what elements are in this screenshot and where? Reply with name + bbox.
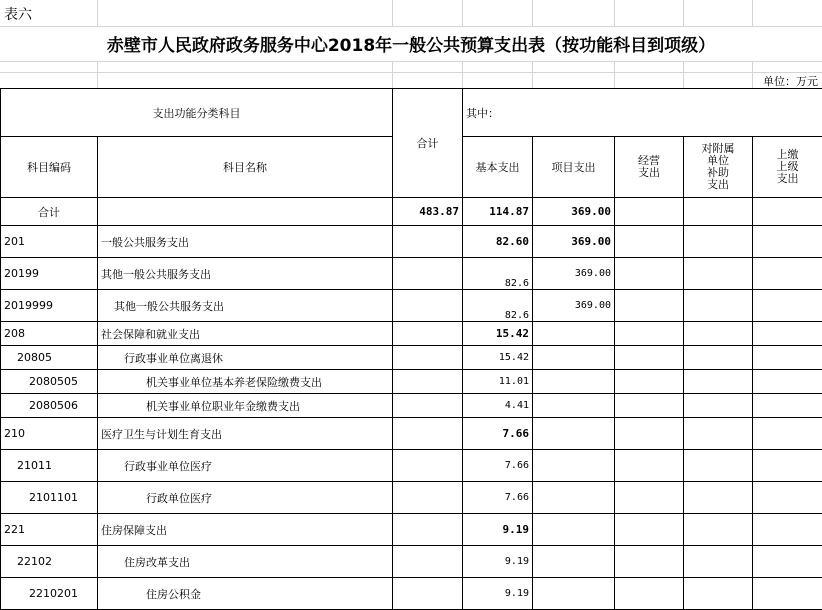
empty-cell xyxy=(684,394,753,418)
header-category: 支出功能分类科目 xyxy=(1,89,393,137)
table-row xyxy=(1,346,822,370)
row-project: 369.00 xyxy=(533,290,615,322)
empty-cell xyxy=(753,258,822,290)
empty-cell xyxy=(615,546,684,578)
row-total xyxy=(393,418,463,450)
total-row xyxy=(1,198,822,226)
empty-cell xyxy=(753,546,822,578)
row-name: 住房改革支出 xyxy=(98,546,393,578)
grid-line xyxy=(752,61,753,88)
table-row xyxy=(1,482,822,514)
empty-cell xyxy=(684,198,753,226)
empty-cell xyxy=(753,418,822,450)
row-total xyxy=(393,226,463,258)
row-basic: 82.60 xyxy=(463,226,533,258)
empty-cell xyxy=(615,290,684,322)
header-subsidiary: 对附属 单位 补助 支出 xyxy=(684,137,753,198)
empty-cell xyxy=(615,578,684,610)
row-total xyxy=(393,578,463,610)
table-row xyxy=(1,546,822,578)
row-code: 221 xyxy=(1,514,98,546)
empty-cell xyxy=(684,322,753,346)
row-name: 机关事业单位职业年金缴费支出 xyxy=(98,394,393,418)
empty-cell xyxy=(684,514,753,546)
grid-line xyxy=(97,0,98,26)
empty-cell xyxy=(753,226,822,258)
row-basic: 7.66 xyxy=(463,450,533,482)
table-row xyxy=(1,322,822,346)
empty-cell xyxy=(615,198,684,226)
row-basic: 7.66 xyxy=(463,482,533,514)
row-code: 2080505 xyxy=(1,370,98,394)
page-title: 赤壁市人民政府政务服务中心2018年一般公共预算支出表（按功能科目到项级） xyxy=(106,36,716,56)
header-name: 科目名称 xyxy=(98,137,393,198)
row-code: 2080506 xyxy=(1,394,98,418)
total-label: 合计 xyxy=(1,198,98,226)
grid-line xyxy=(532,0,533,26)
header-project: 项目支出 xyxy=(533,137,615,198)
empty-cell xyxy=(753,290,822,322)
grid-line xyxy=(614,61,615,88)
row-code: 21011 xyxy=(1,450,98,482)
header-row xyxy=(1,89,822,137)
empty-cell xyxy=(753,578,822,610)
row-basic: 9.19 xyxy=(463,578,533,610)
row-code: 201 xyxy=(1,226,98,258)
row-total xyxy=(393,322,463,346)
row-project xyxy=(533,546,615,578)
grid-line xyxy=(614,0,615,26)
empty-cell xyxy=(615,482,684,514)
empty-cell xyxy=(684,346,753,370)
row-code: 20805 xyxy=(1,346,98,370)
row-total xyxy=(393,346,463,370)
total-amount: 483.87 xyxy=(393,198,463,226)
empty-cell xyxy=(684,226,753,258)
row-name: 行政事业单位离退休 xyxy=(98,346,393,370)
empty-cell xyxy=(753,514,822,546)
empty-cell xyxy=(615,346,684,370)
row-total xyxy=(393,290,463,322)
grid-line xyxy=(683,61,684,88)
row-name: 住房保障支出 xyxy=(98,514,393,546)
empty-cell xyxy=(753,394,822,418)
row-name: 其他一般公共服务支出 xyxy=(98,290,393,322)
row-name: 其他一般公共服务支出 xyxy=(98,258,393,290)
row-project xyxy=(533,394,615,418)
grid-line xyxy=(0,61,822,62)
row-code: 22102 xyxy=(1,546,98,578)
row-code: 210 xyxy=(1,418,98,450)
grid-line xyxy=(97,61,98,88)
row-total xyxy=(393,258,463,290)
row-name: 一般公共服务支出 xyxy=(98,226,393,258)
grid-line xyxy=(392,61,393,88)
header-of-which: 其中： xyxy=(463,89,822,137)
header-code: 科目编码 xyxy=(1,137,98,198)
empty-cell xyxy=(684,370,753,394)
table-row xyxy=(1,258,822,290)
empty-cell xyxy=(684,578,753,610)
table-row xyxy=(1,290,822,322)
empty-cell xyxy=(615,514,684,546)
table-row xyxy=(1,394,822,418)
grid-line xyxy=(0,72,822,73)
total-project: 369.00 xyxy=(533,198,615,226)
empty-cell xyxy=(753,198,822,226)
row-name: 机关事业单位基本养老保险缴费支出 xyxy=(98,370,393,394)
empty-cell xyxy=(753,346,822,370)
row-project xyxy=(533,322,615,346)
row-basic: 9.19 xyxy=(463,546,533,578)
row-name: 行政单位医疗 xyxy=(98,482,393,514)
row-project: 369.00 xyxy=(533,258,615,290)
row-project xyxy=(533,346,615,370)
row-total xyxy=(393,546,463,578)
header-remit: 上缴 上级 支出 xyxy=(753,137,822,198)
empty-cell xyxy=(615,450,684,482)
empty-cell xyxy=(753,370,822,394)
empty-cell xyxy=(615,322,684,346)
empty-cell xyxy=(684,482,753,514)
total-basic: 114.87 xyxy=(463,198,533,226)
row-total xyxy=(393,394,463,418)
grid-line xyxy=(462,0,463,26)
row-project xyxy=(533,450,615,482)
row-basic: 11.01 xyxy=(463,370,533,394)
row-code: 20199 xyxy=(1,258,98,290)
empty-cell xyxy=(684,258,753,290)
row-project xyxy=(533,482,615,514)
row-project xyxy=(533,370,615,394)
empty-cell xyxy=(684,450,753,482)
row-total xyxy=(393,482,463,514)
table-row xyxy=(1,226,822,258)
row-total xyxy=(393,370,463,394)
table-row xyxy=(1,370,822,394)
row-code: 2019999 xyxy=(1,290,98,322)
row-code: 208 xyxy=(1,322,98,346)
empty-cell xyxy=(615,418,684,450)
row-project xyxy=(533,418,615,450)
grid-line xyxy=(683,0,684,26)
row-name: 社会保障和就业支出 xyxy=(98,322,393,346)
empty-cell xyxy=(684,290,753,322)
row-project xyxy=(533,514,615,546)
empty-cell xyxy=(615,394,684,418)
row-project: 369.00 xyxy=(533,226,615,258)
row-total xyxy=(393,450,463,482)
row-basic: 7.66 xyxy=(463,418,533,450)
row-basic: 82.6 xyxy=(463,290,533,322)
table-row xyxy=(1,450,822,482)
row-basic: 4.41 xyxy=(463,394,533,418)
row-name: 医疗卫生与计划生育支出 xyxy=(98,418,393,450)
total-name xyxy=(98,198,393,226)
grid-line xyxy=(392,0,393,26)
table-row xyxy=(1,578,822,610)
row-code: 2101101 xyxy=(1,482,98,514)
row-name: 行政事业单位医疗 xyxy=(98,450,393,482)
empty-cell xyxy=(753,482,822,514)
row-project xyxy=(533,578,615,610)
grid-line xyxy=(462,61,463,88)
header-business: 经营 支出 xyxy=(615,137,684,198)
empty-cell xyxy=(753,322,822,346)
budget-table xyxy=(0,88,822,610)
empty-cell xyxy=(615,370,684,394)
grid-line xyxy=(752,0,753,26)
row-basic: 15.42 xyxy=(463,322,533,346)
table-row xyxy=(1,514,822,546)
empty-cell xyxy=(615,226,684,258)
empty-cell xyxy=(615,258,684,290)
empty-cell xyxy=(753,450,822,482)
empty-cell xyxy=(684,418,753,450)
grid-line xyxy=(532,61,533,88)
table-row xyxy=(1,418,822,450)
row-basic: 9.19 xyxy=(463,514,533,546)
row-basic: 82.6 xyxy=(463,258,533,290)
header-total: 合计 xyxy=(393,89,463,198)
header-basic: 基本支出 xyxy=(463,137,533,198)
row-total xyxy=(393,514,463,546)
row-code: 2210201 xyxy=(1,578,98,610)
empty-cell xyxy=(684,546,753,578)
sheet-label: 表六 xyxy=(4,7,32,23)
row-name: 住房公积金 xyxy=(98,578,393,610)
row-basic: 15.42 xyxy=(463,346,533,370)
unit-label: 单位：万元 xyxy=(763,74,818,88)
